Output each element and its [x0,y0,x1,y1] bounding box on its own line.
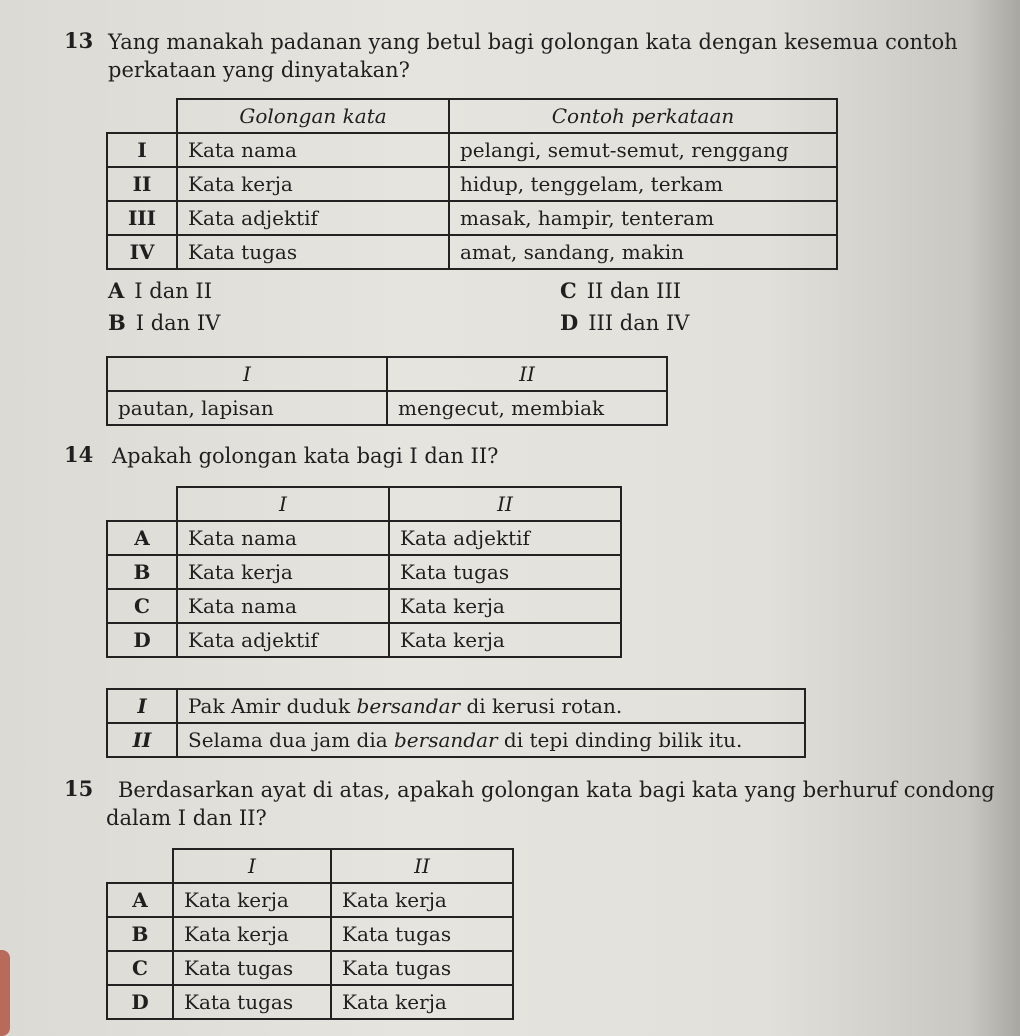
table-header: II [387,357,667,391]
row-label: III [107,201,177,235]
row-label: I [107,689,177,723]
option-c[interactable] [560,278,681,303]
table-cell: Kata tugas [177,235,449,269]
table-cell: Kata nama [177,589,389,623]
table-cell: Kata tugas [389,555,621,589]
answer-table [106,486,622,658]
answer-option-d[interactable] [107,623,621,657]
table-header: I [177,487,389,521]
finger-edge [0,950,10,1036]
answer-table [106,848,514,1020]
sentence-table [106,688,806,758]
table-cell: Kata adjektif [177,623,389,657]
answer-option-c[interactable] [107,589,621,623]
option-letter: D [107,623,177,657]
table-header: Contoh perkataan [449,99,837,133]
option-letter: D [560,310,579,335]
answer-option-c[interactable] [107,951,513,985]
option-b[interactable] [108,310,220,335]
table-cell: pelangi, semut-semut, renggang [449,133,837,167]
table-row [107,689,805,723]
table-cell: Kata kerja [173,883,331,917]
option-letter: B [108,310,126,335]
table-header: Golongan kata [177,99,449,133]
table-cell: Kata kerja [177,167,449,201]
table-cell: Kata adjektif [177,201,449,235]
table-row [107,391,667,425]
table-cell: mengecut, membiak [387,391,667,425]
table-cell: Kata tugas [331,951,513,985]
row-label: IV [107,235,177,269]
option-text: II dan III [586,279,682,303]
table-cell: Kata nama [177,521,389,555]
option-a[interactable] [108,278,212,303]
table-header: II [389,487,621,521]
question-text: Yang manakah padanan yang betul bagi golongan kata dengan kesemua contoh [108,30,958,54]
table-row [107,133,837,167]
sentence-text: di tepi dinding bilik itu. [497,728,743,752]
answer-option-b[interactable] [107,555,621,589]
option-letter: C [560,278,577,303]
table-row [107,201,837,235]
option-letter: B [107,917,173,951]
table-cell: Kata nama [177,133,449,167]
option-text: III dan IV [588,311,690,335]
option-text: I dan II [134,279,213,303]
table-cell: pautan, lapisan [107,391,387,425]
table-corner [107,849,173,883]
table-row [107,167,837,201]
option-letter: B [107,555,177,589]
answer-option-a[interactable] [107,883,513,917]
stem-table [106,356,668,426]
italic-word: bersandar [394,728,498,752]
question-text: Berdasarkan ayat di atas, apakah golongan kata bagi kata yang berhuruf condong [118,778,995,802]
option-letter: A [107,521,177,555]
table-header: I [173,849,331,883]
table-corner [107,99,177,133]
question-text: dalam I dan II? [106,806,267,830]
table-cell: Kata kerja [389,623,621,657]
italic-word: bersandar [356,694,461,718]
row-label: II [107,167,177,201]
question-number: 13 [64,28,94,53]
option-text: I dan IV [135,311,221,335]
table-cell: masak, hampir, tenteram [449,201,837,235]
table-cell: Kata adjektif [389,521,621,555]
option-letter: C [107,951,173,985]
question-text: Apakah golongan kata bagi I dan II? [112,444,499,468]
table-row [107,235,837,269]
table-header: I [107,357,387,391]
row-label: II [107,723,177,757]
answer-option-d[interactable] [107,985,513,1019]
table-cell: Kata kerja [177,555,389,589]
option-letter: A [108,278,125,303]
table-corner [107,487,177,521]
question-text: perkataan yang dinyatakan? [108,58,410,82]
table-cell: Kata kerja [173,917,331,951]
table-cell: Kata kerja [331,985,513,1019]
answer-option-b[interactable] [107,917,513,951]
answer-option-a[interactable] [107,521,621,555]
row-label: I [107,133,177,167]
table-cell: Kata tugas [331,917,513,951]
option-letter: A [107,883,173,917]
question-number: 14 [64,442,94,467]
option-d[interactable] [560,310,689,335]
sentence-cell [177,723,805,757]
table-cell: Kata tugas [173,951,331,985]
table-cell: amat, sandang, makin [449,235,837,269]
table-cell: Kata tugas [173,985,331,1019]
table-row [107,723,805,757]
table-cell: Kata kerja [331,883,513,917]
option-letter: D [107,985,173,1019]
option-letter: C [107,589,177,623]
sentence-cell [177,689,805,723]
sentence-text: di kerusi rotan. [460,694,623,718]
word-class-table [106,98,838,270]
table-header: II [331,849,513,883]
table-cell: Kata kerja [389,589,621,623]
question-number: 15 [64,776,94,801]
sentence-text: Selama dua jam dia [188,728,394,752]
sentence-text: Pak Amir duduk [188,694,357,718]
table-cell: hidup, tenggelam, terkam [449,167,837,201]
